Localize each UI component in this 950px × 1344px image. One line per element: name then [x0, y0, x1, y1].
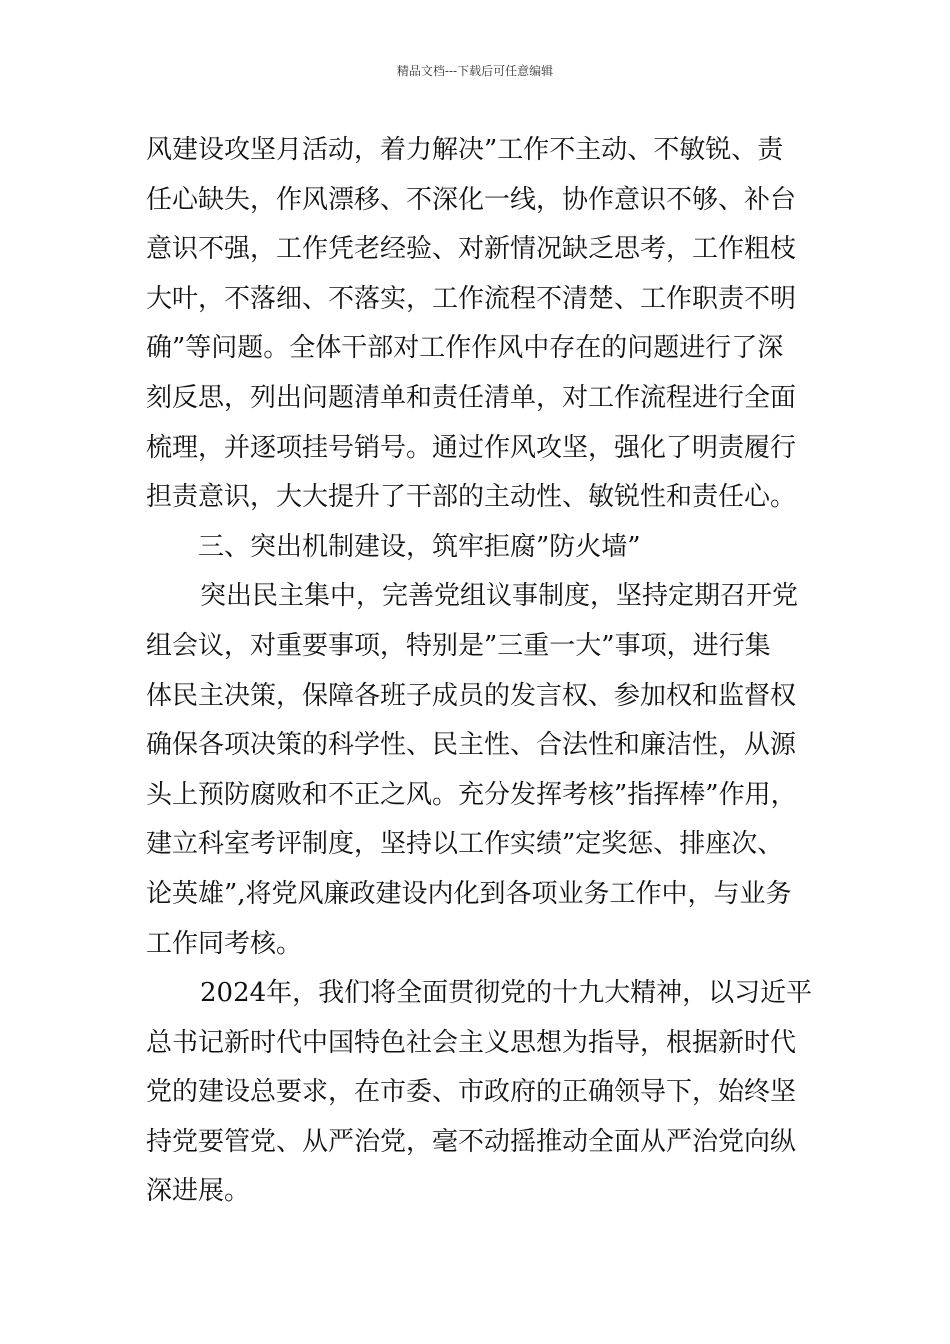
paragraph-line: 大叶，不落细、不落实，工作流程不清楚、工作职责不明 — [146, 283, 797, 314]
paragraph-line: 2024年，我们将全面贯彻党的十九大精神，以习近平 — [200, 978, 813, 1009]
paragraph-line: 任心缺失，作风漂移、不深化一线，协作意识不够、补台 — [146, 184, 797, 215]
paragraph-line: 风建设攻坚月活动，着力解决”工作不主动、不敏锐、责 — [146, 135, 784, 165]
paragraph-line: 工作同考核。 — [146, 928, 303, 959]
paragraph-line: 确保各项决策的科学性、民主性、合法性和廉洁性，从源 — [146, 730, 797, 761]
paragraph-line: 突出民主集中，完善党组议事制度，坚持定期召开党 — [200, 581, 799, 612]
paragraph-line: 头上预防腐败和不正之风。充分发挥考核”指挥棒”作用， — [146, 779, 797, 810]
paragraph-line: 党的建设总要求，在市委、市政府的正确领导下，始终坚 — [146, 1077, 797, 1108]
paragraph-line: 意识不强，工作凭老经验、对新情况缺乏思考，工作粗枝 — [146, 234, 797, 265]
paragraph-line: 担责意识，大大提升了干部的主动性、敏锐性和责任心。 — [146, 482, 797, 513]
paragraph-line: 确”等问题。全体干部对工作作风中存在的问题进行了深 — [146, 333, 784, 364]
page-header: 精品文档---下载后可任意编辑 — [396, 64, 554, 78]
paragraph-line: 总书记新时代中国特色社会主义思想为指导，根据新时代 — [146, 1027, 797, 1058]
paragraph-line: 组会议，对重要事项，特别是”三重一大”事项，进行集 — [146, 630, 771, 661]
paragraph-line: 持党要管党、从严治党，毫不动摇推动全面从严治党向纵 — [146, 1126, 797, 1157]
paragraph-line: 体民主决策，保障各班子成员的发言权、参加权和监督权 — [146, 680, 797, 711]
paragraph-line: 建立科室考评制度，坚持以工作实绩”定奖惩、排座次、 — [146, 829, 784, 860]
paragraph-line: 论英雄”,将党风廉政建设内化到各项业务工作中，与业务 — [146, 878, 792, 909]
paragraph-line: 刻反思，列出问题清单和责任清单，对工作流程进行全面 — [146, 382, 797, 413]
paragraph-line: 梳理，并逐项挂号销号。通过作风攻坚，强化了明责履行 — [146, 432, 797, 463]
document-body — [146, 126, 826, 1217]
section-heading: 三、突出机制建设，筑牢拒腐”防火墙” — [198, 531, 641, 562]
paragraph-line: 深进展。 — [146, 1176, 251, 1207]
